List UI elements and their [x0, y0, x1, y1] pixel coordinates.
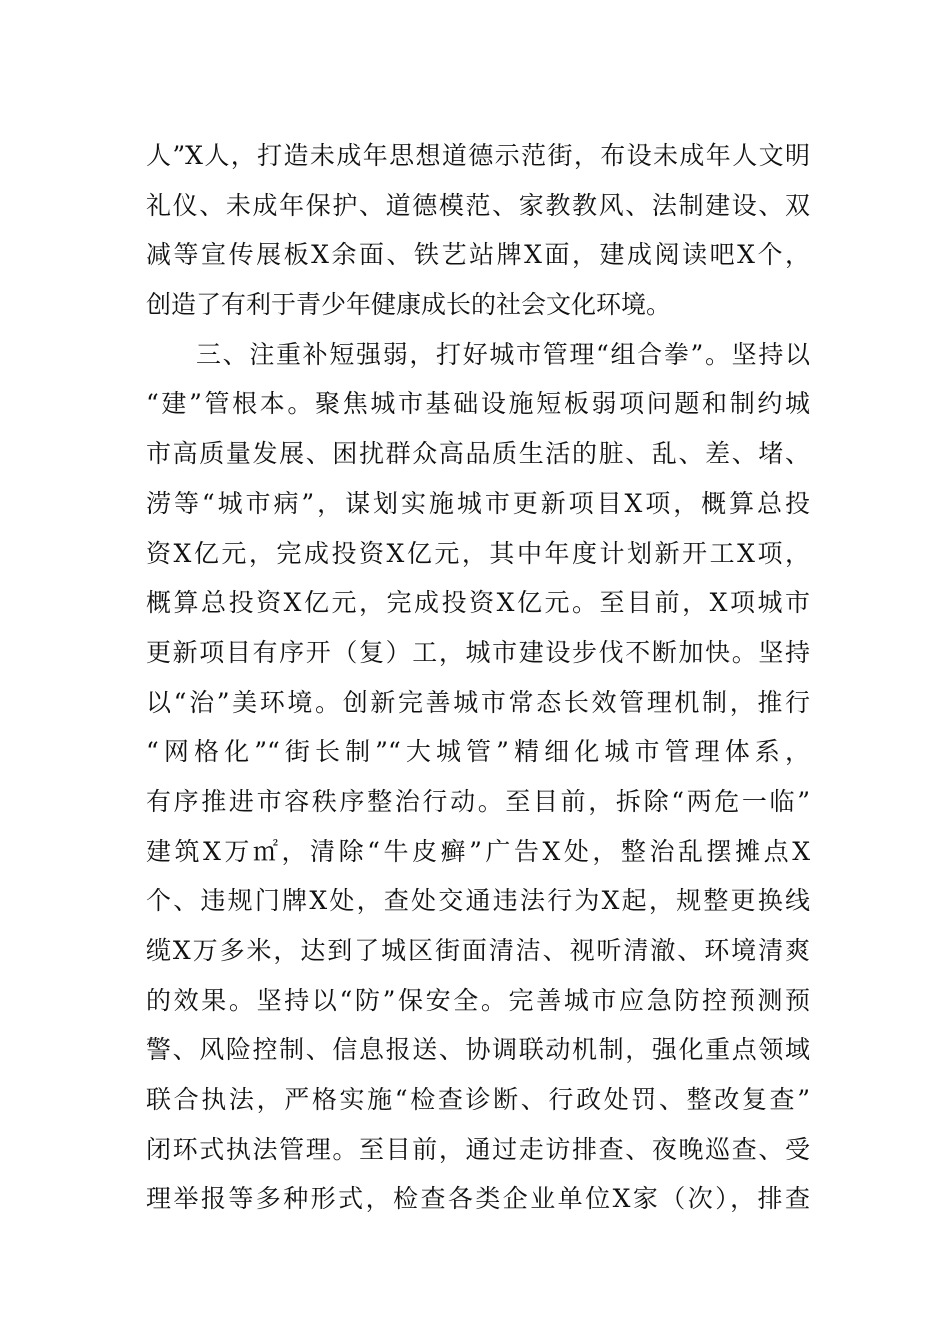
- text-line: 有序推进市容秩序整治行动。至目前，拆除“两危一临”: [146, 786, 810, 816]
- text-line: 联合执法，严格实施“检查诊断、行政处罚、整改复查”: [146, 1085, 810, 1115]
- text-line: “网格化”“街长制”“大城管”精细化城市管理体系，: [146, 737, 810, 767]
- text-line: 的效果。坚持以“防”保安全。完善城市应急防控预测预: [146, 985, 810, 1015]
- text-line: 闭环式执法管理。至目前，通过走访排查、夜晚巡查、受: [146, 1134, 810, 1164]
- text-line: 礼仪、未成年保护、道德模范、家教教风、法制建设、双: [146, 190, 810, 220]
- body-text: [146, 131, 810, 1224]
- text-line: 建筑X万㎡，清除“牛皮癣”广告X处，整治乱摆摊点X: [146, 836, 810, 866]
- text-line: 警、风险控制、信息报送、协调联动机制，强化重点领域: [146, 1035, 810, 1065]
- text-line: 人”X人，打造未成年思想道德示范街，布设未成年人文明: [146, 141, 810, 170]
- text-line: 市高质量发展、困扰群众高品质生活的脏、乱、差、堵、: [146, 439, 810, 469]
- text-line: 更新项目有序开（复）工，城市建设步伐不断加快。坚持: [146, 637, 810, 667]
- text-line: 理举报等多种形式，检查各类企业单位X家（次），排查: [146, 1184, 810, 1214]
- text-line: 缆X万多米，达到了城区街面清洁、视听清澈、环境清爽: [146, 936, 810, 965]
- text-line: “建”管根本。聚焦城市基础设施短板弱项问题和制约城: [146, 389, 810, 419]
- text-line: 概算总投资X亿元，完成投资X亿元。至目前，X项城市: [146, 588, 810, 618]
- section-heading-line: 三、注重补短强弱，打好城市管理“组合拳”。坚持以: [196, 339, 810, 369]
- text-line: 资X亿元，完成投资X亿元，其中年度计划新开工X项，: [146, 538, 810, 568]
- text-line: 减等宣传展板X余面、铁艺站牌X面，建成阅读吧X个，: [146, 240, 810, 270]
- text-line: 创造了有利于青少年健康成长的社会文化环境。: [146, 290, 672, 320]
- text-line: 以“治”美环境。创新完善城市常态长效管理机制，推行: [146, 687, 810, 717]
- text-line: 涝等“城市病”，谋划实施城市更新项目X项，概算总投: [146, 488, 810, 518]
- text-line: 个、违规门牌X处，查处交通违法行为X起，规整更换线: [146, 886, 810, 916]
